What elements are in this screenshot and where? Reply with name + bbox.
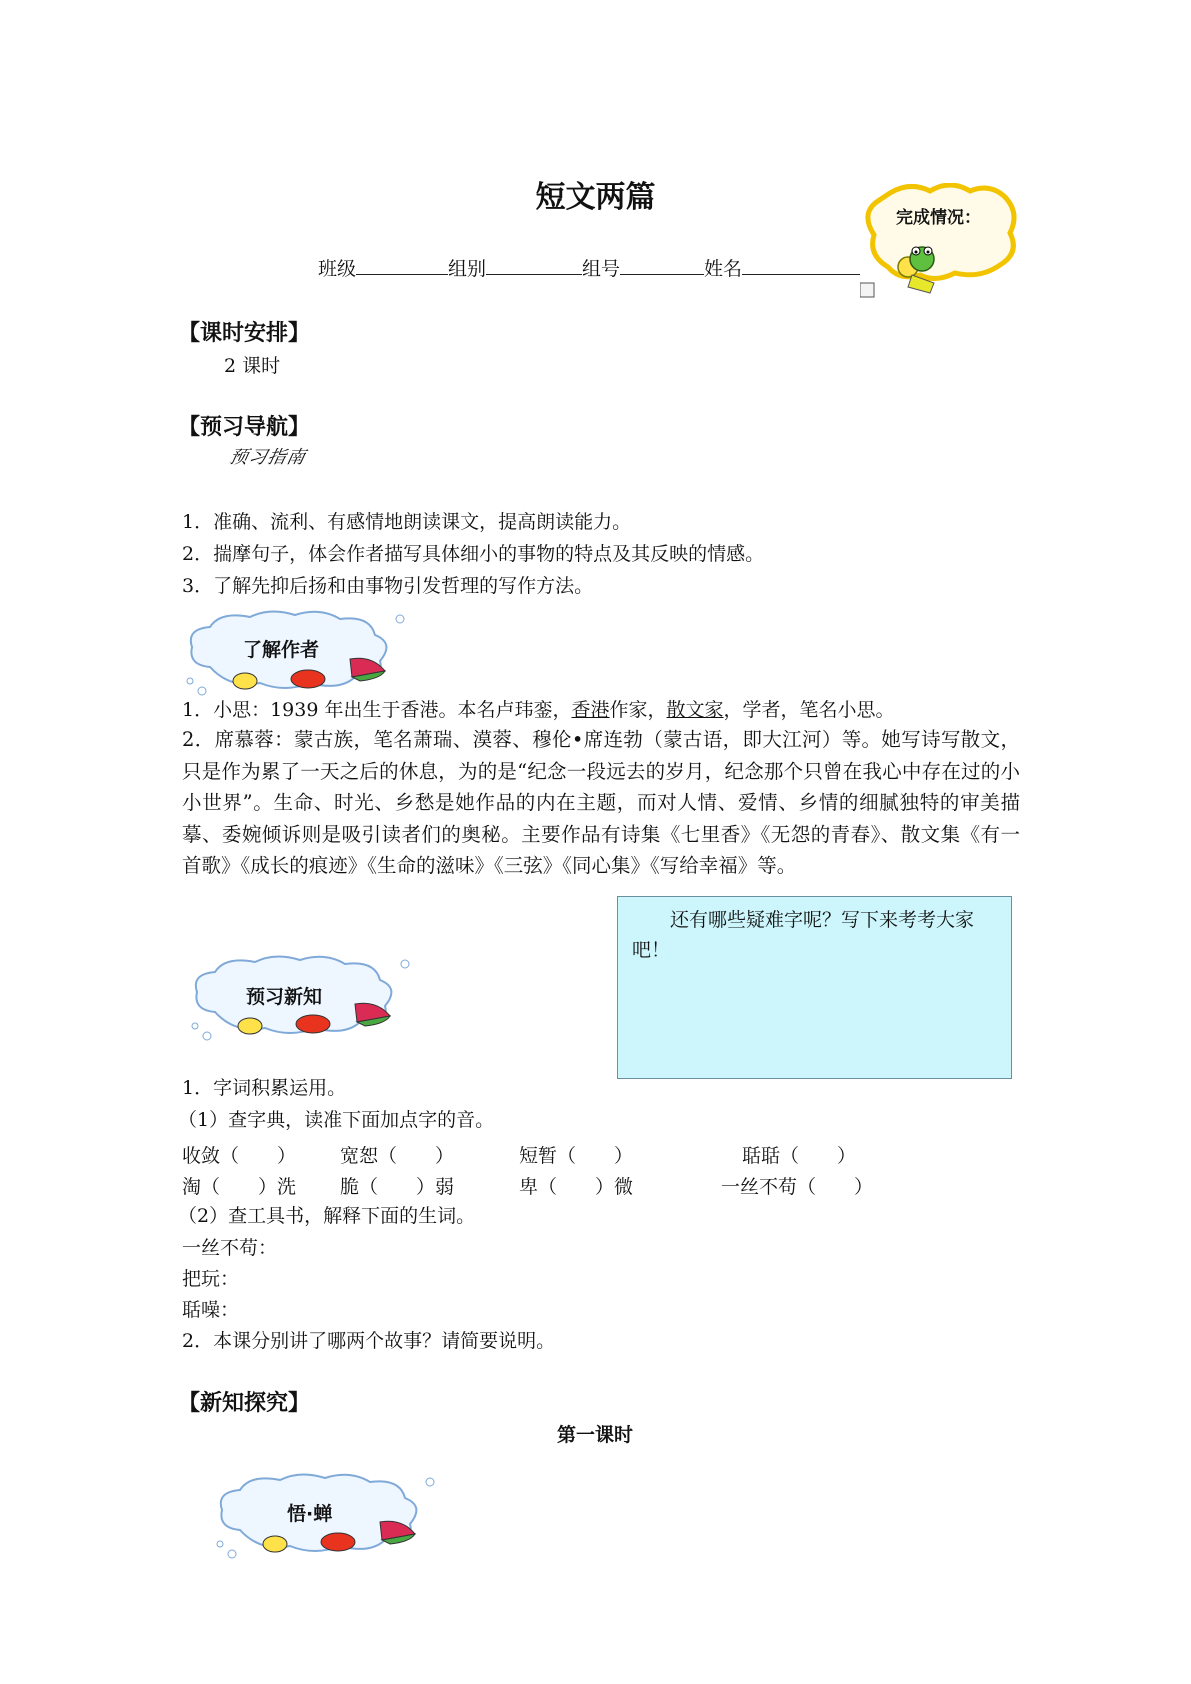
author-item-2: 2．席慕蓉：蒙古族，笔名萧瑞、漠蓉、穆伦•席连勃（蒙古语，即大江河）等。她写诗写散文，只是作为累了一天之后的休息，为的是“纪念一段远去的岁月，纪念那个只曾在我心中存在过的小小世界”。生命、时光、乡愁是她作品的内在主题，而对人情、爱情、乡情的细腻独特的审美描摹、委婉倾诉则是吸引读者们的奥秘。主要作品有诗集《七里香》《无怨的青春》、散文集《有一首歌》《成长的痕迹》《生命的滋味》《三弦》《同心集》《写给幸福》等。 <box>182 728 1020 877</box>
number-label: 组号 <box>582 258 621 280</box>
name-label: 姓名 <box>704 258 743 280</box>
pinyin-word: 淘（ ）洗 <box>182 1176 297 1198</box>
lesson-title: 第一课时 <box>557 1424 634 1446</box>
author-item-1 <box>182 695 895 722</box>
group-field[interactable] <box>486 256 582 275</box>
cloud-cicada-label: 悟·蝉 <box>287 1503 333 1525</box>
hongkong-link[interactable]: 香港 <box>571 699 610 721</box>
class-label: 班级 <box>318 258 357 280</box>
student-info-line <box>318 254 860 281</box>
essayist-link[interactable]: 散文家 <box>666 699 724 721</box>
author-line1-b: 作家， <box>609 699 667 721</box>
note-box[interactable] <box>617 896 1012 1079</box>
pinyin-word: 卑（ ）微 <box>519 1176 634 1198</box>
pinyin-word: 一丝不苟（ ） <box>721 1176 874 1198</box>
preview-heading: 【预习导航】 <box>178 415 311 440</box>
nk-sub-1: （1）查字典，读准下面加点字的音。 <box>178 1109 495 1131</box>
preview-guide-label: 预习指南 <box>227 447 308 468</box>
group-label: 组别 <box>448 258 487 280</box>
pinyin-word: 收敛（ ） <box>182 1145 297 1167</box>
nk-item-2: 2．本课分别讲了哪两个故事？请简要说明。 <box>182 1330 556 1352</box>
pinyin-word: 聒聒（ ） <box>742 1145 857 1167</box>
preview-item-2: 2．揣摩句子，体会作者描写具体细小的事物的特点及其反映的情感。 <box>182 543 765 565</box>
completion-badge-label: 完成情况： <box>896 208 981 228</box>
badge-frame-icon <box>860 183 1020 303</box>
explore-heading: 【新知探究】 <box>178 1391 311 1416</box>
author-line1-a: 1．小思：1939 年出生于香港。本名卢玮銮， <box>182 699 572 721</box>
nk-item-1: 1．字词积累运用。 <box>182 1077 347 1099</box>
author-line1-c: ，学者，笔名小思。 <box>723 699 895 721</box>
page-title: 短文两篇 <box>535 180 656 215</box>
cloud-new-knowledge-label: 预习新知 <box>246 986 323 1008</box>
vocab-item: 聒噪： <box>182 1299 240 1321</box>
vocab-item: 把玩： <box>182 1268 240 1290</box>
class-field[interactable] <box>356 256 448 275</box>
nk-sub-2: （2）查工具书，解释下面的生词。 <box>178 1205 476 1227</box>
number-field[interactable] <box>620 256 704 275</box>
pinyin-word: 短暂（ ） <box>519 1145 634 1167</box>
preview-item-3: 3．了解先抑后扬和由事物引发哲理的写作方法。 <box>182 575 594 597</box>
preview-item-1: 1．准确、流利、有感情地朗读课文，提高朗读能力。 <box>182 511 632 533</box>
completion-badge <box>860 183 1020 303</box>
pinyin-word: 脆（ ）弱 <box>340 1176 455 1198</box>
name-field[interactable] <box>742 256 860 275</box>
vocab-item: 一丝不苟： <box>182 1237 278 1259</box>
schedule-value: 2 课时 <box>224 355 281 377</box>
note-box-text: 还有哪些疑难字呢？写下来考考大家吧！ <box>632 909 975 961</box>
pinyin-word: 宽恕（ ） <box>340 1145 455 1167</box>
cloud-author-label: 了解作者 <box>243 639 320 661</box>
schedule-heading: 【课时安排】 <box>178 321 311 346</box>
